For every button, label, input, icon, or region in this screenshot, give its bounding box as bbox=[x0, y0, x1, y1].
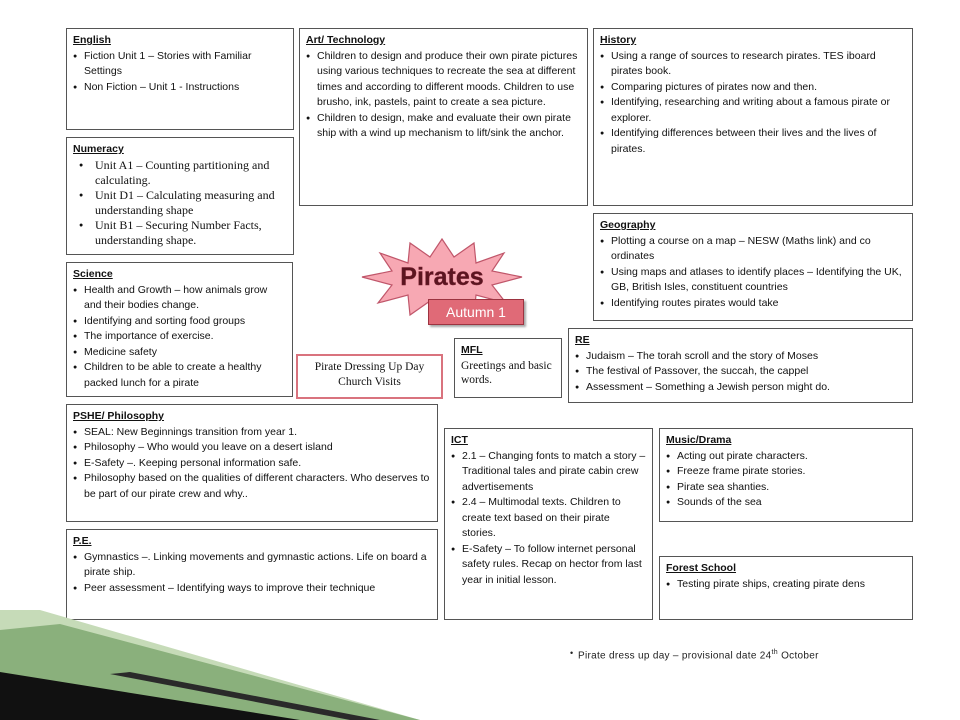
ict-list bbox=[451, 449, 646, 589]
re-title: RE bbox=[575, 334, 590, 346]
dress-up-box bbox=[296, 354, 443, 399]
list-item: ● Unit B1 – Securing Number Facts, understanding shape. bbox=[73, 218, 287, 248]
list-item: ● Freeze frame pirate stories. bbox=[666, 464, 906, 480]
pshe-box bbox=[66, 404, 438, 522]
footnote-sup: th bbox=[771, 649, 778, 656]
numeracy-box bbox=[66, 137, 294, 255]
history-box bbox=[593, 28, 913, 206]
list-item: ● Fiction Unit 1 – Stories with Familiar Settings bbox=[73, 49, 287, 80]
history-title: History bbox=[600, 34, 637, 46]
list-item: ● Identifying and sorting food groups bbox=[73, 314, 286, 330]
list-item: ● Judaism – The torah scroll and the story of Moses bbox=[575, 349, 906, 365]
list-item: ● Gymnastics –. Linking movements and gymnastic actions. Life on board a pirate ship. bbox=[73, 550, 431, 581]
pe-list bbox=[73, 550, 431, 597]
list-item: ● 2.1 – Changing fonts to match a story – Traditional tales and pirate cabin crew advertisements bbox=[451, 449, 646, 496]
list-item: ● Using maps and atlases to identify places – Identifying the UK, GB, British Isles, constituent countries bbox=[600, 265, 906, 296]
pe-title: P.E. bbox=[73, 535, 92, 547]
list-item: ● Children to design and produce their own pirate pictures using various techniques to recreate the sea at different times and according to different moods. Children to use brusho, ink, pastels, paint to create a sea picture. bbox=[306, 49, 581, 111]
numeracy-title: Numeracy bbox=[73, 143, 124, 155]
list-item: ● SEAL: New Beginnings transition from year 1. bbox=[73, 425, 431, 441]
list-item: ● Philosophy – Who would you leave on a desert island bbox=[73, 440, 431, 456]
list-item: ● 2.4 – Multimodal texts. Children to create text based on their pirate stories. bbox=[451, 495, 646, 542]
english-list bbox=[73, 49, 287, 96]
numeracy-list bbox=[73, 158, 287, 248]
term-badge bbox=[428, 299, 524, 325]
mfl-text: Greetings and basic words. bbox=[461, 359, 552, 386]
list-item: ● Plotting a course on a map – NESW (Maths link) and co ordinates bbox=[600, 234, 906, 265]
list-item: ● Children to design, make and evaluate their own pirate ship with a wind up mechanism to lift/sink the anchor. bbox=[306, 111, 581, 142]
list-item: ● Acting out pirate characters. bbox=[666, 449, 906, 465]
list-item: ● Unit D1 – Calculating measuring and understanding shape bbox=[73, 188, 287, 218]
list-item: ● Identifying, researching and writing about a famous pirate or explorer. bbox=[600, 95, 906, 126]
re-list bbox=[575, 349, 906, 396]
art-title: Art/ Technology bbox=[306, 34, 386, 46]
list-item: ● Identifying routes pirates would take bbox=[600, 296, 906, 312]
music-drama-box bbox=[659, 428, 913, 522]
list-item: ● E-Safety – To follow internet personal safety rules. Recap on hector from last year in initial lesson. bbox=[451, 542, 646, 589]
list-item: ● Identifying differences between their lives and the lives of pirates. bbox=[600, 126, 906, 157]
science-title: Science bbox=[73, 268, 113, 280]
list-item: ● Unit A1 – Counting partitioning and calculating. bbox=[73, 158, 287, 188]
english-box bbox=[66, 28, 294, 130]
english-title: English bbox=[73, 34, 111, 46]
term-label: Autumn 1 bbox=[446, 304, 506, 320]
geography-title: Geography bbox=[600, 219, 656, 231]
ict-box bbox=[444, 428, 653, 620]
forest-list bbox=[666, 577, 906, 593]
ict-title: ICT bbox=[451, 434, 468, 446]
footnote bbox=[578, 649, 819, 661]
list-item: ● Pirate sea shanties. bbox=[666, 480, 906, 496]
music-title: Music/Drama bbox=[666, 434, 732, 446]
list-item: ● Philosophy based on the qualities of different characters. Who deserves to be part of our pirate crew and why.. bbox=[73, 471, 431, 502]
list-item: ● Children to be able to create a healthy packed lunch for a pirate bbox=[73, 360, 286, 391]
pshe-title: PSHE/ Philosophy bbox=[73, 410, 165, 422]
pe-box bbox=[66, 529, 438, 620]
geography-list bbox=[600, 234, 906, 312]
list-item: ● E-Safety –. Keeping personal information safe. bbox=[73, 456, 431, 472]
list-item: ● Assessment – Something a Jewish person might do. bbox=[575, 380, 906, 396]
music-list bbox=[666, 449, 906, 511]
footnote-tail: October bbox=[777, 650, 819, 662]
geography-box bbox=[593, 213, 913, 321]
list-item: ● Sounds of the sea bbox=[666, 495, 906, 511]
footnote-text: Pirate dress up day – provisional date 24 bbox=[578, 650, 772, 662]
art-technology-box bbox=[299, 28, 588, 206]
list-item: ● Comparing pictures of pirates now and then. bbox=[600, 80, 906, 96]
list-item: ● Health and Growth – how animals grow and their bodies change. bbox=[73, 283, 286, 314]
dress-up-line: Pirate Dressing Up Day bbox=[314, 361, 425, 373]
history-list bbox=[600, 49, 906, 158]
mfl-box bbox=[454, 338, 562, 398]
mfl-title: MFL bbox=[461, 344, 483, 356]
forest-title: Forest School bbox=[666, 562, 737, 574]
list-item: ● The festival of Passover, the succah, the cappel bbox=[575, 364, 906, 380]
decorative-bottom-band bbox=[0, 610, 960, 720]
list-item: ● Medicine safety bbox=[73, 345, 286, 361]
art-list bbox=[306, 49, 581, 142]
list-item: ● Using a range of sources to research pirates. TES iboard pirates book. bbox=[600, 49, 906, 80]
star-title: Pirates bbox=[400, 263, 484, 291]
science-list bbox=[73, 283, 286, 392]
pshe-list bbox=[73, 425, 431, 503]
re-box bbox=[568, 328, 913, 403]
list-item: ● Testing pirate ships, creating pirate dens bbox=[666, 577, 906, 593]
list-item: ● Non Fiction – Unit 1 - Instructions bbox=[73, 80, 287, 96]
list-item: ● The importance of exercise. bbox=[73, 329, 286, 345]
list-item: ● Peer assessment – Identifying ways to improve their technique bbox=[73, 581, 431, 597]
church-visits-line: Church Visits bbox=[338, 376, 401, 388]
science-box bbox=[66, 262, 293, 397]
